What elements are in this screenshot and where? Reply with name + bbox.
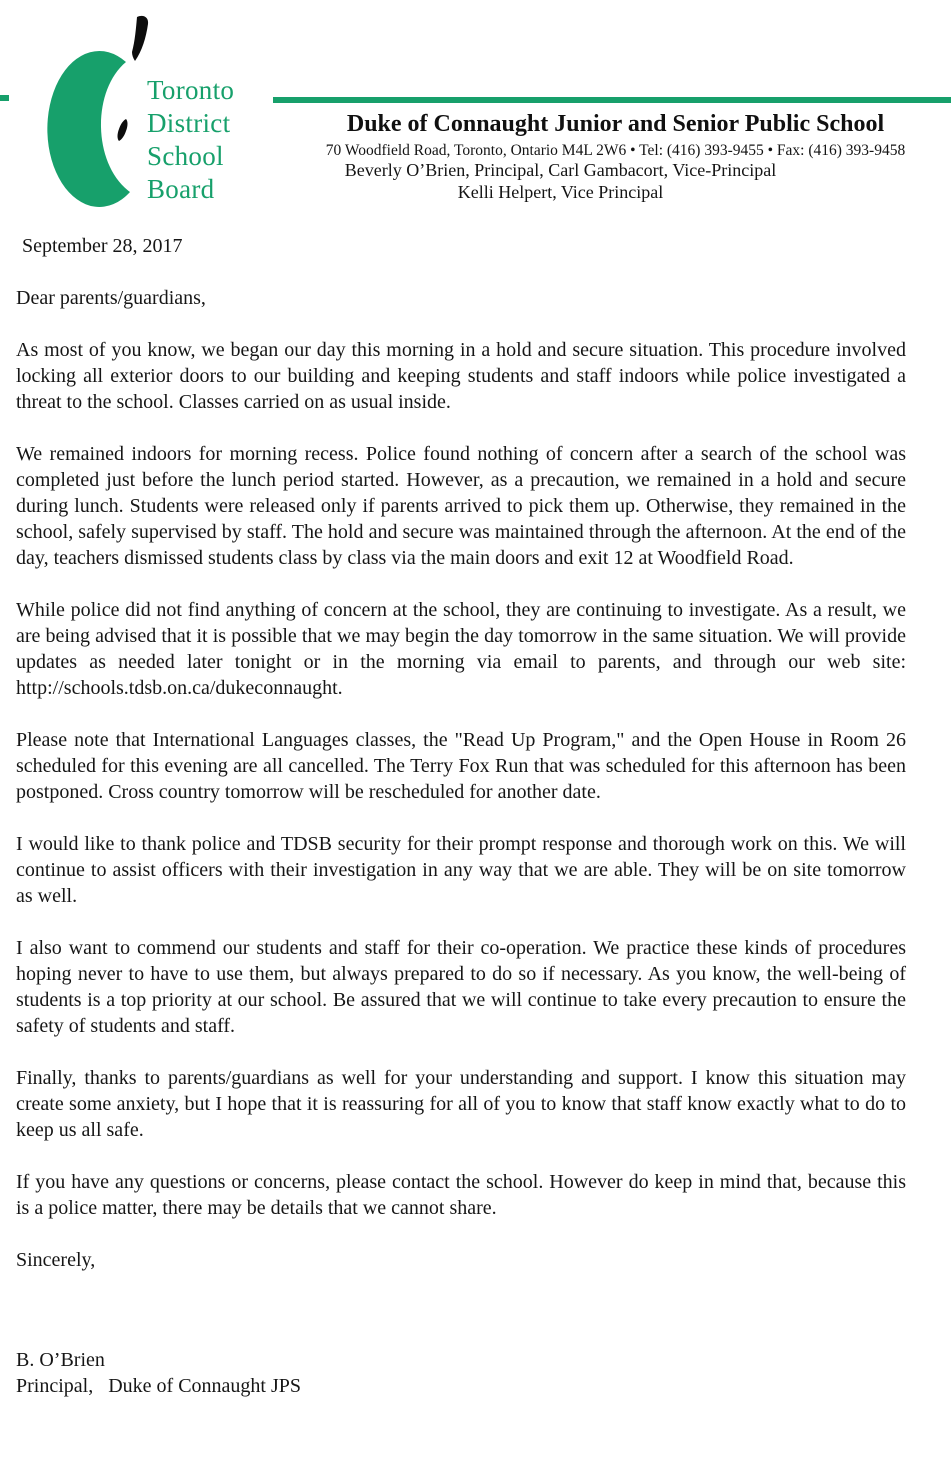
board-name-line: Toronto bbox=[147, 75, 235, 105]
apple-body bbox=[47, 51, 130, 207]
school-admin-line-2: Kelli Helpert, Vice Principal bbox=[457, 181, 664, 202]
green-edge-dash bbox=[0, 95, 9, 101]
letter-paragraph: Finally, thanks to parents/guardians as well for your understanding and support. I know this situation may create some anxiety, but I hope that it is reassuring for all of you to know that staff know exactly what to do to keep us all safe. bbox=[16, 1067, 906, 1141]
letter-paragraph: As most of you know, we began our day this morning in a hold and secure situation. This procedure involved locking all exterior doors to our building and keeping students and staff indoors while police investigated a threat to the school. Classes carried on as usual inside. bbox=[16, 339, 906, 413]
board-name-line: School bbox=[147, 141, 224, 171]
letter-body bbox=[16, 233, 906, 1399]
school-admin-line-1: Beverly O’Brien, Principal, Carl Gambacort, Vice-Principal bbox=[344, 160, 777, 180]
apple-seed bbox=[118, 119, 128, 141]
school-name: Duke of Connaught Junior and Senior Public School bbox=[346, 111, 885, 137]
apple-stem bbox=[132, 16, 148, 61]
letter-paragraph: If you have any questions or concerns, please contact the school. However do keep in mind that, because this is a police matter, there may be details that we cannot share. bbox=[16, 1171, 906, 1219]
green-horizontal-rule bbox=[273, 97, 951, 103]
signature-title: Principal, Duke of Connaught JPS bbox=[16, 1375, 301, 1397]
tdsb-apple-logo-icon bbox=[38, 14, 158, 209]
school-address-line: 70 Woodfield Road, Toronto, Ontario M4L 2W6 • Tel: (416) 393-9455 • Fax: (416) 393-9458 bbox=[325, 142, 906, 159]
letter-paragraph: While police did not find anything of concern at the school, they are continuing to investigate. As a result, we are being advised that it is possible that we may begin the day tomorrow in the same situation. We will provide updates as needed later tonight or in the morning via email to parents, and through our web site: http://schools.tdsb.on.ca/dukeconnaught. bbox=[16, 599, 906, 699]
board-name-line: Board bbox=[147, 174, 215, 204]
board-name-line: District bbox=[147, 108, 231, 138]
signature-name: B. O’Brien bbox=[16, 1349, 105, 1371]
letter-paragraph: Please note that International Languages classes, the "Read Up Program," and the Open House in Room 26 scheduled for this evening are all cancelled. The Terry Fox Run that was scheduled for this afternoon has been postponed. Cross country tomorrow will be rescheduled for another date. bbox=[16, 729, 906, 803]
letter-date: September 28, 2017 bbox=[22, 235, 183, 257]
letter-paragraph: I would like to thank police and TDSB security for their prompt response and thorough work on this. We will continue to assist officers with their investigation in any way that we are able. They will be on site tomorrow as well. bbox=[16, 833, 906, 907]
school-header-block bbox=[280, 109, 951, 203]
letter-paragraph: I also want to commend our students and staff for their co-operation. We practice these kinds of procedures hoping never to have to use them, but always prepared to do so if necessary. As you know, the well-being of students is a top priority at our school. Be assured that we will continue to take every precaution to ensure the safety of students and staff. bbox=[16, 937, 906, 1037]
tdsb-board-name bbox=[147, 74, 234, 206]
closing: Sincerely, bbox=[16, 1249, 96, 1271]
letter-paragraph: We remained indoors for morning recess. Police found nothing of concern after a search of the school was completed just before the lunch period started. However, as a precaution, we remained in a hold and secure during lunch. Students were released only if parents arrived to pick them up. Otherwise, they remained in the school, safely supervised by staff. The hold and secure was maintained through the afternoon. At the end of the day, teachers dismissed students class by class via the main doors and exit 12 at Woodfield Road. bbox=[16, 443, 906, 569]
salutation: Dear parents/guardians, bbox=[16, 287, 206, 309]
